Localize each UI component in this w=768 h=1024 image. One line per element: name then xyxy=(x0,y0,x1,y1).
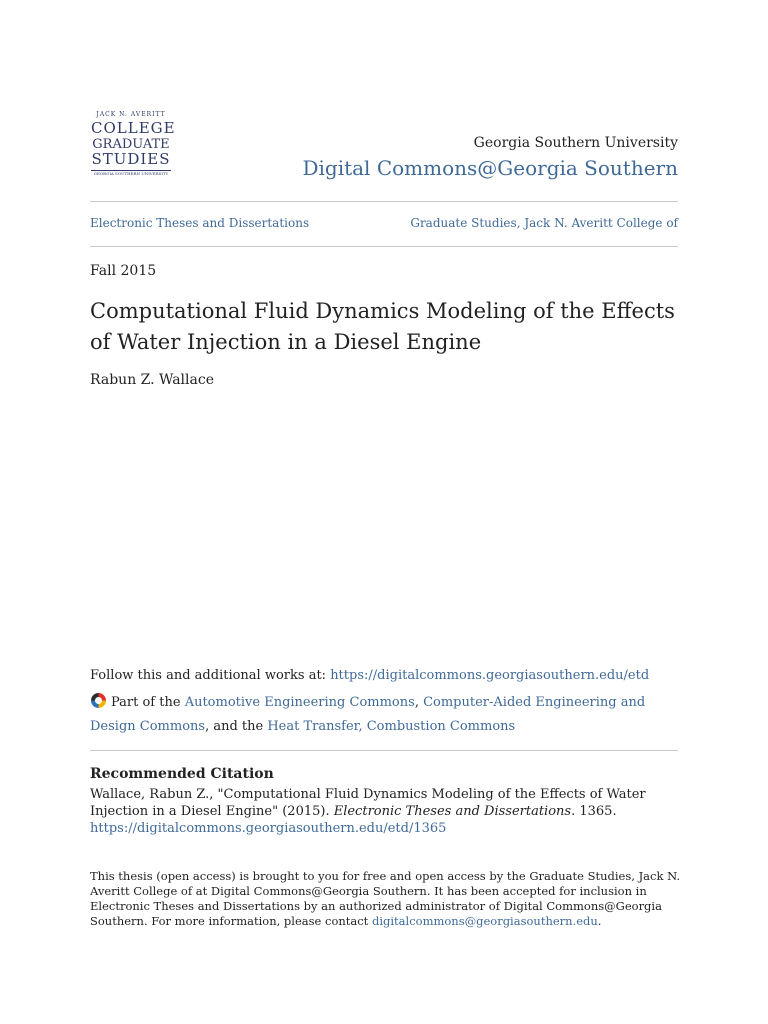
document-author: Rabun Z. Wallace xyxy=(90,372,214,388)
logo-line-5: GEORGIA SOUTHERN UNIVERSITY xyxy=(91,170,171,176)
document-title: Computational Fluid Dynamics Modeling of the Effects of Water Injection in a Diesel Engine xyxy=(90,299,675,354)
citation-text xyxy=(90,786,690,837)
partof-prefix: Part of the xyxy=(111,695,185,710)
college-logo xyxy=(91,111,176,179)
commons-link-cad[interactable]: Computer-Aided Engineering and Design Commons xyxy=(90,695,646,734)
citation-divider xyxy=(90,750,678,751)
follow-url-link[interactable]: https://digitalcommons.georgiasouthern.edu/etd xyxy=(330,668,650,683)
breadcrumb-college-link[interactable]: Graduate Studies, Jack N. Averitt College of xyxy=(410,216,678,230)
citation-series: Electronic Theses and Dissertations xyxy=(333,804,572,819)
partof-sep-2: , and the xyxy=(205,719,268,734)
follow-line xyxy=(90,668,649,683)
notice-text: This thesis (open access) is brought to you for free and open access by the Graduate Studies, Jack N. Averitt College of at Digital Commons@Georgia Southern. It has been accepted for inclusion in Electronic Theses and Dissertations by an authorized administrator of Digital Commons@Georgia Southern. For more information, please contact xyxy=(90,869,681,928)
logo-line-4a: GRADUATE xyxy=(92,137,170,152)
part-of-commons xyxy=(90,692,690,737)
breadcrumb-divider xyxy=(90,246,678,247)
citation-url-link[interactable]: https://digitalcommons.georgiasouthern.edu/etd/1365 xyxy=(90,821,447,836)
access-notice xyxy=(90,869,690,929)
contact-email-link[interactable]: digitalcommons@georgiasouthern.edu xyxy=(371,914,598,928)
header-divider xyxy=(90,201,678,202)
citation-body: Wallace, Rabun Z., "Computational Fluid Dynamics Modeling of the Effects of Water Injection in a Diesel Engine" (2015). xyxy=(90,787,646,819)
logo-line-2: COLLEGE xyxy=(91,119,176,137)
repository-link[interactable]: Digital Commons@Georgia Southern xyxy=(302,156,678,180)
publication-date: Fall 2015 xyxy=(90,263,157,279)
citation-heading: Recommended Citation xyxy=(90,766,274,782)
bepress-network-icon xyxy=(90,692,107,716)
partof-sep-1: , xyxy=(414,695,424,710)
logo-line-1: JACK N. AVERITT xyxy=(96,111,166,118)
notice-end: . xyxy=(597,914,602,928)
citation-number: . 1365. xyxy=(571,804,617,819)
logo-line-4b: STUDIES xyxy=(91,150,171,168)
commons-link-automotive[interactable]: Automotive Engineering Commons xyxy=(184,695,415,710)
commons-link-heat-transfer[interactable]: Heat Transfer, Combustion Commons xyxy=(267,719,516,734)
follow-label: Follow this and additional works at: xyxy=(90,668,331,683)
breadcrumb-collection-link[interactable]: Electronic Theses and Dissertations xyxy=(90,216,310,230)
university-name: Georgia Southern University xyxy=(473,135,678,151)
